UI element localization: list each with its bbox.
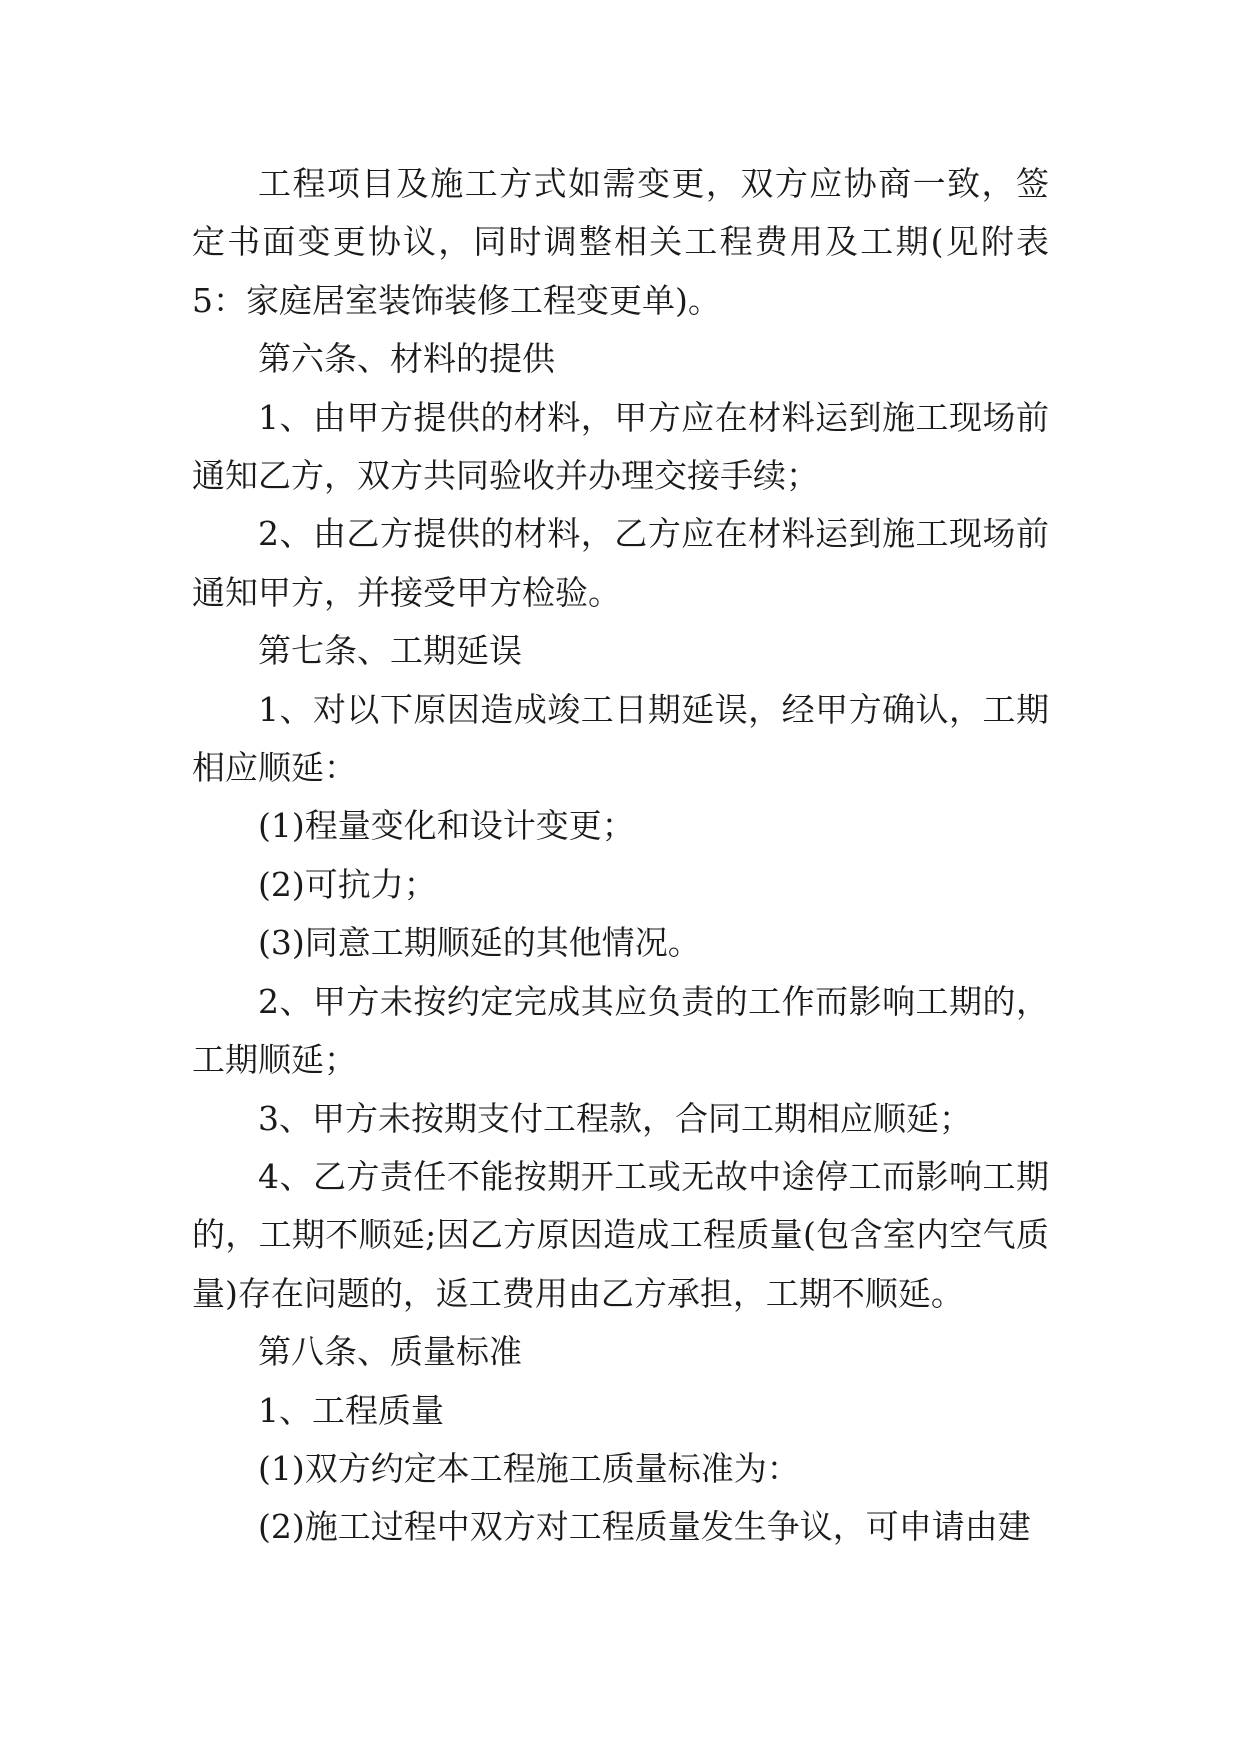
paragraph-material-party-a: 1、由甲方提供的材料，甲方应在材料运到施工现场前通知乙方，双方共同验收并办理交接手续； bbox=[192, 397, 1049, 496]
paragraph-delay-payment: 3、甲方未按期支付工程款，合同工期相应顺延； bbox=[258, 1098, 972, 1138]
paragraph-change-agreement: 工程项目及施工方式如需变更，双方应协商一致，签定书面变更协议，同时调整相关工程费用及工期(见附表5：家庭居室装饰装修工程变更单)。 bbox=[192, 164, 1049, 320]
paragraph-delay-party-b: 4、乙方责任不能按期开工或无故中途停工而影响工期的，工期不顺延;因乙方原因造成工程质量(包含室内空气质量)存在问题的，返工费用由乙方承担，工期不顺延。 bbox=[192, 1156, 1049, 1313]
list-item-quality-2: (2)施工过程中双方对工程质量发生争议，可申请由建 bbox=[258, 1507, 1031, 1547]
paragraph-delay-party-a-work: 2、甲方未按约定完成其应负责的工作而影响工期的，工期顺延； bbox=[192, 981, 1049, 1080]
document-body bbox=[192, 155, 1049, 1557]
paragraph-delay-causes: 1、对以下原因造成竣工日期延误，经甲方确认，工期相应顺延： bbox=[192, 689, 1049, 788]
list-item-quality-1: (1)双方约定本工程施工质量标准为： bbox=[258, 1448, 800, 1488]
paragraph-material-party-b: 2、由乙方提供的材料，乙方应在材料运到施工现场前通知甲方，并接受甲方检验。 bbox=[192, 514, 1049, 612]
list-item-delay-1: (1)程量变化和设计变更； bbox=[258, 806, 635, 846]
heading-article-7: 第七条、工期延误 bbox=[258, 631, 522, 671]
paragraph-quality: 1、工程质量 bbox=[258, 1390, 444, 1430]
heading-article-8: 第八条、质量标准 bbox=[258, 1332, 522, 1372]
list-item-delay-3: (3)同意工期顺延的其他情况。 bbox=[258, 923, 701, 963]
heading-article-6: 第六条、材料的提供 bbox=[258, 339, 555, 379]
list-item-delay-2: (2)可抗力； bbox=[258, 864, 437, 904]
